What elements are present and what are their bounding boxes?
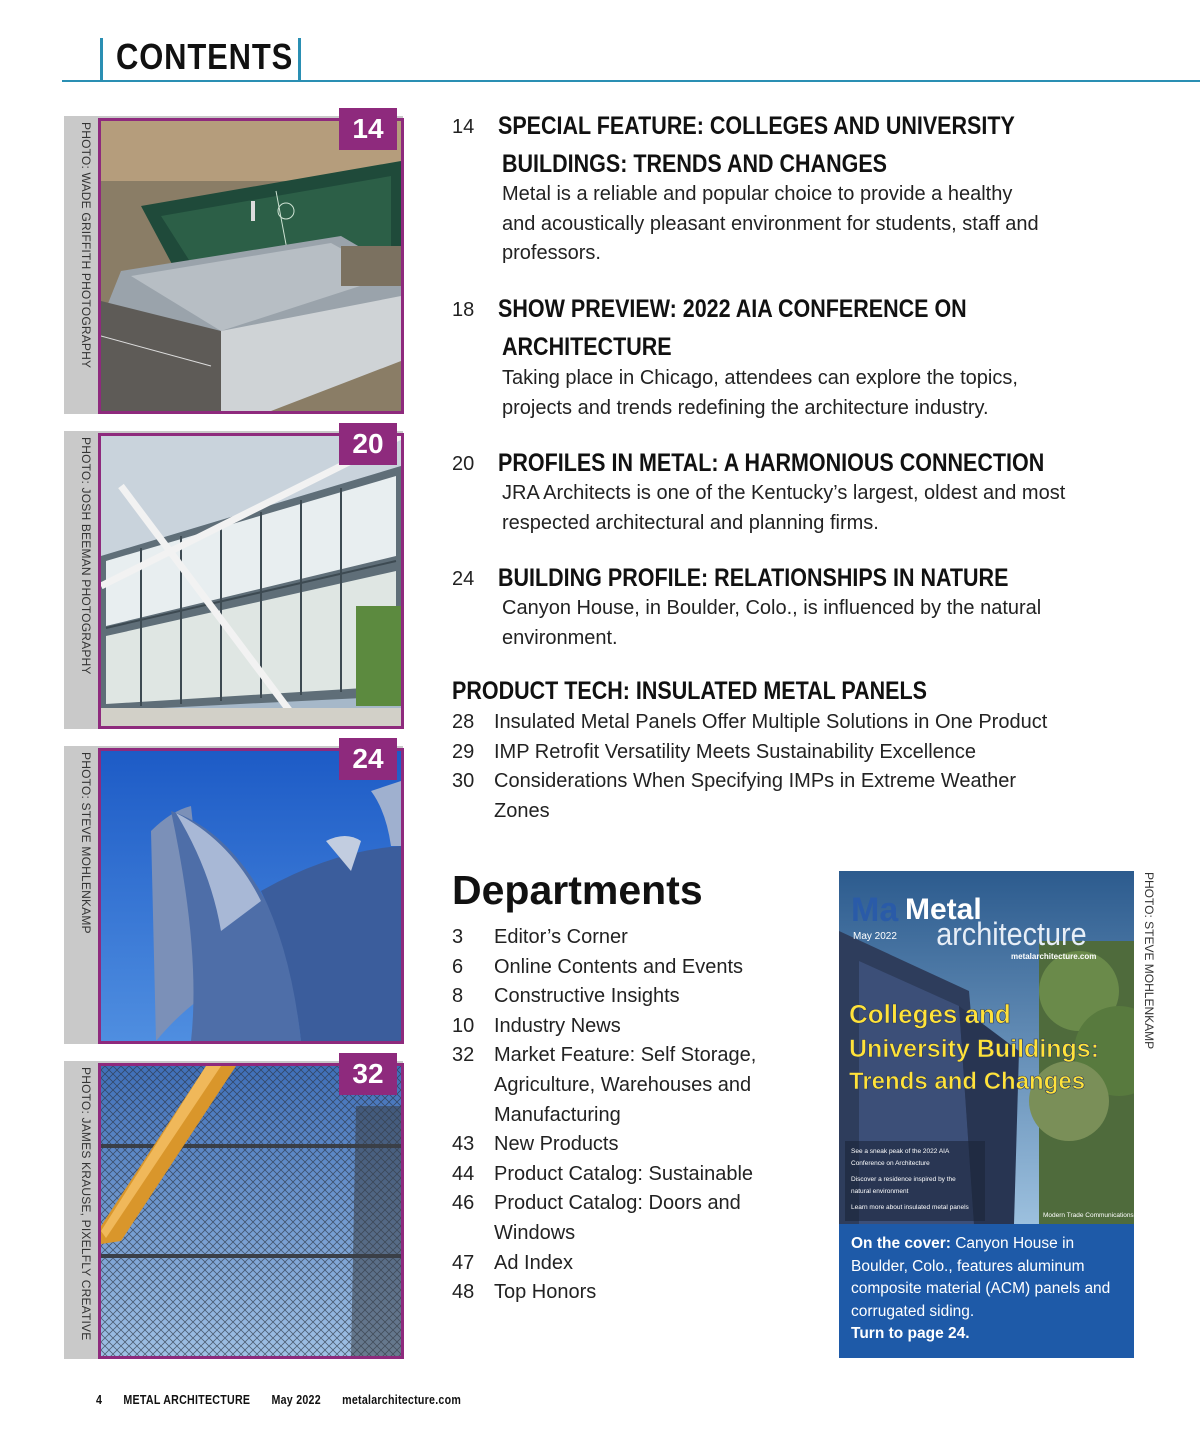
cover-teaser: Conference on Architecture — [851, 1160, 930, 1167]
item-page-number: 8 — [452, 985, 464, 1008]
footer-date: May 2022 — [271, 1392, 321, 1407]
desc-line: and acoustically pleasant environment for students, staff and — [502, 212, 1039, 235]
list-item[interactable] — [452, 738, 1152, 768]
list-item[interactable] — [452, 1130, 822, 1160]
cover-caption-turn[interactable]: Turn to page 24. — [851, 1325, 970, 1342]
departments-list — [452, 923, 822, 1308]
product-tech-list — [452, 708, 1152, 826]
cover-caption-text: Canyon House in Boulder, Colo., features aluminum composite material (ACM) panels and corrugated siding. — [851, 1235, 1111, 1320]
feature-page-number: 18 — [452, 299, 475, 321]
page-badge-14: 14 — [339, 108, 397, 150]
glass-facade-image — [101, 436, 401, 726]
cover-logo-architecture: architecture — [936, 916, 1087, 953]
cover-photo-credit: PHOTO: STEVE MOHLENKAMP — [1142, 872, 1156, 1050]
feature-title-line1: SHOW PREVIEW: 2022 AIA CONFERENCE ON — [498, 295, 967, 323]
feature-description — [502, 594, 1142, 653]
cover-date: May 2022 — [853, 931, 897, 942]
photo-mesh-beam[interactable] — [98, 1063, 404, 1359]
list-item[interactable] — [452, 708, 1152, 738]
desc-line: respected architectural and planning firms. — [502, 511, 879, 534]
item-label-cont: Zones — [494, 799, 550, 822]
item-page-number: 47 — [452, 1251, 475, 1274]
footer-page-number: 4 — [96, 1392, 103, 1407]
photo-credit-2: PHOTO: JOSH BEEMAN PHOTOGRAPHY — [79, 437, 93, 675]
item-page-number: 32 — [452, 1044, 475, 1067]
feature-title-line2: BUILDINGS: TRENDS AND CHANGES — [502, 150, 888, 178]
page-badge-24: 24 — [339, 738, 397, 780]
cover-logo-metal: Metal — [905, 893, 982, 926]
feature-page-number: 14 — [452, 116, 475, 138]
item-page-number: 3 — [452, 926, 464, 948]
cover-logo-ma: Ma — [851, 891, 899, 929]
item-page-number: 10 — [452, 1014, 475, 1037]
feature-title-line1: PROFILES IN METAL: A HARMONIOUS CONNECTION — [498, 449, 1045, 477]
cover-url: metalarchitecture.com — [1011, 952, 1097, 961]
product-tech-heading: PRODUCT TECH: INSULATED METAL PANELS — [452, 677, 927, 705]
item-page-number: 30 — [452, 770, 475, 793]
cover-publisher: Modern Trade Communications — [1043, 1212, 1134, 1219]
photo-credit-4: PHOTO: JAMES KRAUSE, PIXELFLY CREATIVE — [79, 1067, 93, 1341]
item-page-number: 46 — [452, 1192, 475, 1215]
header-rule-left — [100, 38, 103, 80]
item-page-number: 43 — [452, 1133, 475, 1156]
cover-headline-2: University Buildings: — [849, 1035, 1100, 1063]
item-label-cont: Windows — [494, 1221, 576, 1244]
item-label: Market Feature: Self Storage, — [494, 1044, 757, 1067]
item-page-number: 28 — [452, 711, 475, 733]
feature-description — [502, 364, 1142, 423]
list-item[interactable] — [452, 982, 822, 1012]
item-label: IMP Retrofit Versatility Meets Sustainability Excellence — [494, 740, 977, 763]
photo-glass-facade[interactable] — [98, 433, 404, 729]
mesh-beam-image — [101, 1066, 401, 1356]
list-item[interactable] — [452, 1189, 822, 1248]
item-label: Product Catalog: Sustainable — [494, 1162, 754, 1185]
desc-line: Canyon House, in Boulder, Colo., is influenced by the natural — [502, 597, 1042, 619]
footer-url[interactable]: metalarchitecture.com — [342, 1392, 462, 1407]
list-item[interactable] — [452, 767, 1152, 826]
item-label: Product Catalog: Doors and — [494, 1192, 741, 1215]
cover-teaser: Discover a residence inspired by the — [851, 1176, 956, 1183]
page-badge-32: 32 — [339, 1053, 397, 1095]
desc-line: JRA Architects is one of the Kentucky’s largest, oldest and most — [502, 482, 1066, 504]
list-item[interactable] — [452, 1012, 822, 1042]
curved-panels-image — [101, 751, 401, 1041]
item-label: New Products — [494, 1133, 619, 1156]
item-label-cont: Manufacturing — [494, 1103, 621, 1126]
feature-page-number: 24 — [452, 568, 475, 590]
cover-teaser: See a sneak peak of the 2022 AIA — [851, 1148, 950, 1155]
photo-campus-aerial[interactable] — [98, 118, 404, 414]
feature-title-line1: BUILDING PROFILE: RELATIONSHIPS IN NATURE — [498, 564, 1009, 592]
photo-credit-3: PHOTO: STEVE MOHLENKAMP — [79, 752, 93, 934]
cover-headline-3: Trends and Changes — [849, 1068, 1086, 1095]
campus-aerial-image — [101, 121, 401, 411]
cover-teaser: Learn more about insulated metal panels — [851, 1204, 969, 1211]
item-page-number: 6 — [452, 955, 464, 978]
feature-title-line2: ARCHITECTURE — [502, 333, 672, 361]
desc-line: professors. — [502, 242, 601, 264]
feature-page-number: 20 — [452, 453, 475, 475]
list-item[interactable] — [452, 1278, 822, 1308]
item-label: Online Contents and Events — [494, 955, 744, 978]
list-item[interactable] — [452, 1160, 822, 1190]
cover-caption-label: On the cover: — [851, 1235, 951, 1252]
magazine-cover[interactable] — [839, 871, 1134, 1358]
item-label: Industry News — [494, 1014, 621, 1037]
item-label: Considerations When Specifying IMPs in Extreme Weather — [494, 770, 1017, 793]
item-label: Top Honors — [494, 1281, 597, 1304]
item-label: Insulated Metal Panels Offer Multiple Solutions in One Product — [494, 711, 1048, 733]
header-rule-right — [298, 38, 301, 80]
list-item[interactable] — [452, 1041, 822, 1130]
departments-heading: Departments — [452, 867, 703, 913]
feature-description — [502, 180, 1142, 269]
header-underline — [62, 80, 1200, 82]
photo-curved-panels[interactable] — [98, 748, 404, 1044]
desc-line: environment. — [502, 626, 618, 649]
cover-caption — [851, 1233, 1126, 1346]
footer-magazine-name: METAL ARCHITECTURE — [123, 1392, 251, 1407]
item-label: Constructive Insights — [494, 985, 680, 1008]
page-title: CONTENTS — [116, 36, 294, 77]
item-page-number: 48 — [452, 1281, 475, 1304]
list-item[interactable] — [452, 1249, 822, 1279]
list-item[interactable] — [452, 953, 822, 983]
cover-teaser: natural environment — [851, 1188, 909, 1195]
desc-line: Taking place in Chicago, attendees can explore the topics, — [502, 367, 1018, 389]
cover-headline-1: Colleges and — [849, 999, 1011, 1029]
feature-description — [502, 479, 1142, 538]
item-page-number: 44 — [452, 1162, 475, 1185]
item-label: Ad Index — [494, 1251, 573, 1274]
page-footer — [96, 1392, 479, 1407]
photo-credit-1: PHOTO: WADE GRIFFITH PHOTOGRAPHY — [79, 122, 93, 369]
item-label: Editor’s Corner — [494, 926, 628, 948]
item-page-number: 29 — [452, 740, 475, 763]
item-label-cont: Agriculture, Warehouses and — [494, 1073, 752, 1096]
desc-line: projects and trends redefining the architecture industry. — [502, 396, 989, 419]
cover-image — [839, 871, 1134, 1224]
feature-title-line1: SPECIAL FEATURE: COLLEGES AND UNIVERSITY — [498, 112, 1015, 140]
list-item[interactable] — [452, 923, 822, 953]
page-badge-20: 20 — [339, 423, 397, 465]
desc-line: Metal is a reliable and popular choice to provide a healthy — [502, 183, 1013, 205]
